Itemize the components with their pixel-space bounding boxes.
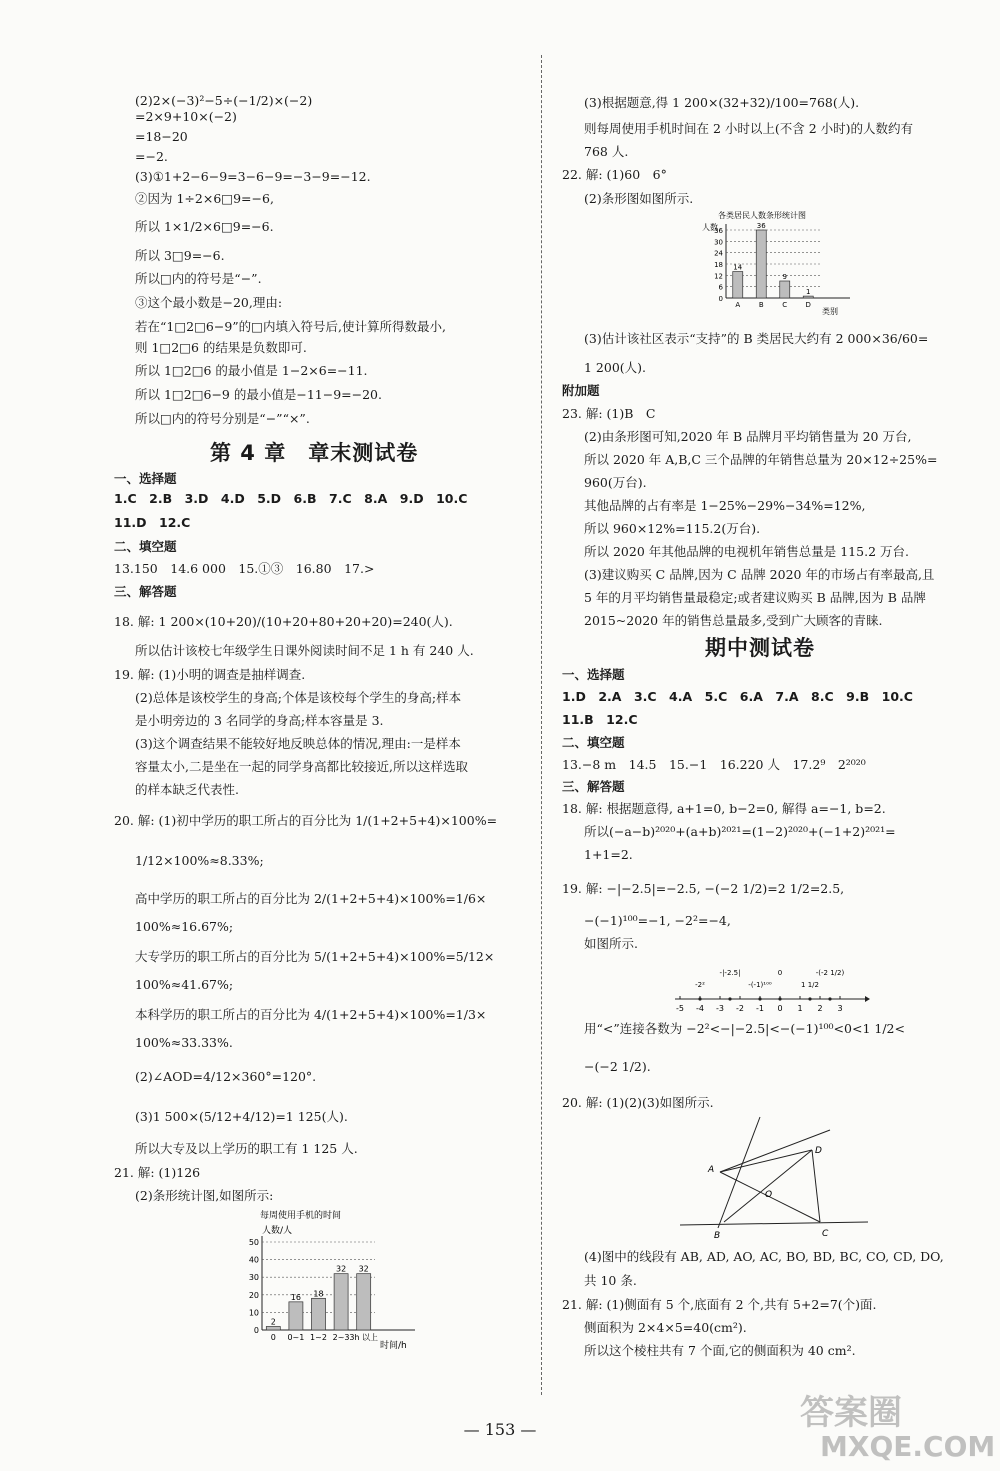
tick-label: 3 xyxy=(837,1004,843,1013)
point-marker xyxy=(778,997,781,1000)
point-label-a: A xyxy=(708,1165,715,1175)
bar xyxy=(357,1274,371,1330)
midterm-title: 期中测试卷 xyxy=(705,636,815,660)
data-label: 32 xyxy=(358,1264,369,1274)
text-line: 共 10 条. xyxy=(584,1273,637,1288)
text-line: 100%≈41.67%; xyxy=(135,977,234,992)
text-line: 100%≈16.67%; xyxy=(135,919,234,934)
text-line: 20. 解: (1)初中学历的职工所占的百分比为 1/(1+2+5+4)×100%= xyxy=(114,813,498,828)
text-line: 容量太小,二是坐在一起的同学身高都比较接近,所以这样选取 xyxy=(135,759,468,774)
bar xyxy=(756,230,766,298)
y-tick-label: 30 xyxy=(714,238,723,247)
data-label: 16 xyxy=(290,1292,301,1302)
text-line: (2)条形图如图所示. xyxy=(584,191,694,206)
chart-title: 每周使用手机的时间 xyxy=(260,1211,342,1221)
text-line: 所以 2020 年其他品牌的电视机年销售总量是 115.2 万台. xyxy=(584,544,909,559)
text-line: 1/12×100%≈8.33%; xyxy=(135,853,264,868)
point-label-o: O xyxy=(765,1190,773,1200)
x-tick-label: D xyxy=(805,301,811,309)
point-label-d: D xyxy=(815,1146,822,1156)
text-line: 2015~2020 年的销售总量最多,受到广大顾客的青睐. xyxy=(584,613,883,628)
watermark-url: MXQE.COM xyxy=(820,1430,996,1463)
point-marker xyxy=(828,997,831,1000)
text-line: 用“<”连接各数为 −2²<−|−2.5|<−(−1)¹⁰⁰<0<1 1/2< xyxy=(584,1021,905,1036)
answer-line: 1.C 2.B 3.D 4.D 5.D 6.B 7.C 8.A 9.D 10.C xyxy=(114,491,468,506)
text-line: 则 1□2□6 的结果是负数即可. xyxy=(135,340,307,355)
x-axis-label: 类别 xyxy=(822,307,838,316)
text-line: =2×9+10×(−2) xyxy=(135,109,237,124)
point-marker xyxy=(698,997,701,1000)
text-line: 的样本缺乏代表性. xyxy=(135,782,239,797)
chapter-title: 第 4 章 章末测试卷 xyxy=(210,441,419,465)
text-line: (2)总体是该校学生的身高;个体是该校每个学生的身高;样本 xyxy=(135,690,462,705)
text-line: 所以 1□2□6−9 的最小值是−11−9=−20. xyxy=(135,387,382,402)
data-label: 9 xyxy=(782,273,787,281)
column-divider xyxy=(541,55,542,1395)
point-label-b: B xyxy=(714,1231,721,1240)
text-line: (2)条形统计图,如图所示: xyxy=(135,1188,274,1203)
watermark-logo: 答案圈 xyxy=(800,1393,902,1433)
y-axis-label: 人数 xyxy=(702,223,718,232)
bar xyxy=(312,1298,326,1330)
text-line: (2)∠AOD=4/12×360°=120°. xyxy=(135,1069,317,1084)
data-label: 14 xyxy=(733,263,743,272)
answer-line: 13.−8 m 14.5 15.−1 16.220 人 17.2⁹ 2²⁰²⁰ xyxy=(562,757,866,772)
data-label: 36 xyxy=(756,222,766,230)
text-line: 768 人. xyxy=(584,144,629,159)
point-label: -|-2.5| xyxy=(719,969,741,977)
text-line: 18. 解: 1 200×(10+20)/(10+20+80+20+20)=240(人). xyxy=(114,614,453,629)
y-tick-label: 24 xyxy=(714,249,723,258)
section-heading: 一、选择题 xyxy=(562,667,625,682)
y-tick-label: 6 xyxy=(718,283,723,292)
text-line: 21. 解: (1)126 xyxy=(114,1165,201,1180)
text-line: =−2. xyxy=(135,149,168,164)
y-tick-label: 0 xyxy=(718,295,723,303)
section-heading: 三、解答题 xyxy=(114,584,177,599)
tick-label: -2 xyxy=(736,1004,744,1013)
text-line: 是小明旁边的 3 名同学的身高;样本容量是 3. xyxy=(135,713,384,728)
data-label: 2 xyxy=(270,1317,276,1327)
text-line: 所以 2020 年 A,B,C 三个品牌的年销售总量为 20×12÷25%= xyxy=(584,452,938,467)
x-tick-label: 1~2 xyxy=(310,1333,327,1342)
text-line: 则每周使用手机时间在 2 小时以上(不含 2 小时)的人数约有 xyxy=(584,121,914,136)
text-line: 所以估计该校七年级学生日课外阅读时间不足 1 h 有 240 人. xyxy=(135,643,474,658)
text-line: (3)估计该社区表示“支持”的 B 类居民大约有 2 000×36/60= xyxy=(584,331,929,346)
section-heading: 三、解答题 xyxy=(562,779,625,794)
text-line: 若在“1□2□6−9”的□内填入符号后,使计算所得数最小, xyxy=(135,319,446,334)
text-line: 所以这个棱柱共有 7 个面,它的侧面积为 40 cm². xyxy=(584,1343,856,1358)
text-line: 20. 解: (1)(2)(3)如图所示. xyxy=(562,1095,714,1110)
text-line: 19. 解: (1)小明的调查是抽样调查. xyxy=(114,667,306,682)
text-line: (3)①1+2−6−9=3−6−9=−3−9=−12. xyxy=(135,169,371,184)
text-line: 所以 1□2□6 的最小值是 1−2×6=−11. xyxy=(135,363,368,378)
x-tick-label: 3h 以上 xyxy=(349,1333,379,1342)
y-tick-label: 20 xyxy=(248,1290,259,1300)
answer-line: 11.B 12.C xyxy=(562,712,638,727)
chart-title: 各类居民人数条形统计图 xyxy=(718,211,806,220)
y-tick-label: 40 xyxy=(248,1255,259,1265)
answer-line: 1.D 2.A 3.C 4.A 5.C 6.A 7.A 8.C 9.B 10.C xyxy=(562,689,913,704)
text-line: 其他品牌的占有率是 1−25%−29%−34%=12%, xyxy=(584,498,866,513)
text-line: (3)1 500×(5/12+4/12)=1 125(人). xyxy=(135,1109,348,1124)
point-marker xyxy=(728,997,731,1000)
x-tick-label: A xyxy=(735,301,741,309)
data-label: 1 xyxy=(806,288,811,297)
y-tick-label: 10 xyxy=(248,1308,259,1318)
text-line: 如图所示. xyxy=(584,936,638,951)
text-line: ②因为 1÷2×6□9=−6, xyxy=(135,191,274,206)
x-tick-label: B xyxy=(758,301,764,309)
text-line: 所以 1×1/2×6□9=−6. xyxy=(135,219,274,234)
number-line xyxy=(670,955,870,1025)
text-line: 1+1=2. xyxy=(584,847,633,862)
text-line: 大专学历的职工所占的百分比为 5/(1+2+5+4)×100%=5/12× xyxy=(135,949,495,964)
x-tick-label: 0~1 xyxy=(287,1333,305,1342)
y-axis-label: 人数/人 xyxy=(262,1226,293,1236)
x-tick-label: 2~3 xyxy=(332,1333,350,1342)
residents-bar-chart xyxy=(700,210,860,318)
point-marker xyxy=(758,997,761,1000)
point-marker xyxy=(808,997,811,1000)
tick-label: 1 xyxy=(797,1004,803,1013)
text-line: 5 年的月平均销售量最稳定;或者建议购买 B 品牌,因为 B 品牌 xyxy=(584,590,926,605)
tick-label: -1 xyxy=(756,1004,764,1013)
data-label: 18 xyxy=(313,1289,324,1299)
text-line: −(−2 1/2). xyxy=(584,1059,651,1074)
y-tick-label: 18 xyxy=(714,261,723,269)
point-label: -(-2 1/2) xyxy=(815,969,845,977)
bar xyxy=(334,1274,348,1330)
text-line: 本科学历的职工所占的百分比为 4/(1+2+5+4)×100%=1/3× xyxy=(135,1007,487,1022)
tick-label: -3 xyxy=(716,1004,724,1013)
text-line: (2)由条形图可知,2020 年 B 品牌月平均销售量为 20 万台, xyxy=(584,429,912,444)
text-line: (3)这个调查结果不能较好地反映总体的情况,理由:一是样本 xyxy=(135,736,461,751)
text-line: 所以大专及以上学历的职工有 1 125 人. xyxy=(135,1141,358,1156)
text-line: 18. 解: 根据题意得, a+1=0, b−2=0, 解得 a=−1, b=2. xyxy=(562,801,886,816)
section-heading: 一、选择题 xyxy=(114,471,177,486)
answer-line: 11.D 12.C xyxy=(114,515,191,530)
section-heading: 二、填空题 xyxy=(562,735,625,750)
y-tick-label: 36 xyxy=(714,227,723,235)
y-tick-label: 30 xyxy=(248,1273,259,1283)
page-number: — 153 — xyxy=(463,1420,537,1439)
data-label: 32 xyxy=(336,1264,347,1274)
tick-label: 0 xyxy=(777,1004,783,1013)
text-line: −(−1)¹⁰⁰=−1, −2²=−4, xyxy=(584,913,731,928)
point-label: -(-1)¹⁰⁰ xyxy=(748,981,772,989)
text-line: 100%≈33.33%. xyxy=(135,1035,233,1050)
text-line: 21. 解: (1)侧面有 5 个,底面有 2 个,共有 5+2=7(个)面. xyxy=(562,1297,877,1312)
tick-label: 2 xyxy=(817,1004,823,1013)
point-label: 1 1/2 xyxy=(801,981,819,989)
point-label: -2² xyxy=(695,981,705,989)
text-line: (3)根据题意,得 1 200×(32+32)/100=768(人). xyxy=(584,95,860,110)
point-label: 0 xyxy=(777,969,783,977)
bar xyxy=(780,281,790,298)
point-label-c: C xyxy=(822,1229,829,1239)
text-line: 所以 3□9=−6. xyxy=(135,248,225,263)
text-line: 所以(−a−b)²⁰²⁰+(a+b)²⁰²¹=(1−2)²⁰²⁰+(−1+2)²⁰²¹= xyxy=(584,824,896,839)
x-axis-label: 时间/h xyxy=(380,1341,407,1351)
text-line: (3)建议购买 C 品牌,因为 C 品牌 2020 年的市场占有率最高,且 xyxy=(584,567,935,582)
text-line: 960(万台). xyxy=(584,475,647,490)
text-line: 高中学历的职工所占的百分比为 2/(1+2+5+4)×100%=1/6× xyxy=(135,891,487,906)
text-line: (4)图中的线段有 AB, AD, AO, AC, BO, BD, BC, CO, CD, DO, xyxy=(584,1249,944,1264)
text-line: =18−20 xyxy=(135,129,188,144)
text-line: 23. 解: (1)B C xyxy=(562,406,656,421)
text-line: 所以□内的符号分别是“−”“×”. xyxy=(135,411,310,426)
text-line: 所以□内的符号是“−”. xyxy=(135,271,262,286)
text-line: 1 200(人). xyxy=(584,360,647,375)
bar xyxy=(733,272,743,298)
geometry-figure xyxy=(680,1115,870,1240)
bar xyxy=(266,1326,280,1330)
bar xyxy=(803,296,813,298)
tick-label: -4 xyxy=(696,1004,704,1013)
x-tick-label: C xyxy=(782,301,788,309)
y-tick-label: 12 xyxy=(714,272,723,281)
y-tick-label: 50 xyxy=(248,1238,259,1247)
text-line: 22. 解: (1)60 6° xyxy=(562,167,667,182)
bar xyxy=(289,1302,303,1330)
y-tick-label: 0 xyxy=(253,1326,259,1335)
x-tick-label: 0 xyxy=(270,1333,276,1342)
text-line: ③这个最小数是−20,理由: xyxy=(135,295,283,310)
answer-line: 13.150 14.6 000 15.①③ 16.80 17.> xyxy=(114,561,375,576)
tick-label: -5 xyxy=(676,1004,684,1013)
text-line: 19. 解: −|−2.5|=−2.5, −(−2 1/2)=2 1/2=2.5, xyxy=(562,881,845,896)
text-line: (2)2×(−3)²−5÷(−1/2)×(−2) xyxy=(135,93,313,108)
text-line: 侧面积为 2×4×5=40(cm²). xyxy=(584,1320,747,1335)
text-line: 所以 960×12%=115.2(万台). xyxy=(584,521,761,536)
section-heading: 二、填空题 xyxy=(114,539,177,554)
phone-usage-bar-chart xyxy=(240,1208,420,1363)
section-heading: 附加题 xyxy=(562,383,600,398)
